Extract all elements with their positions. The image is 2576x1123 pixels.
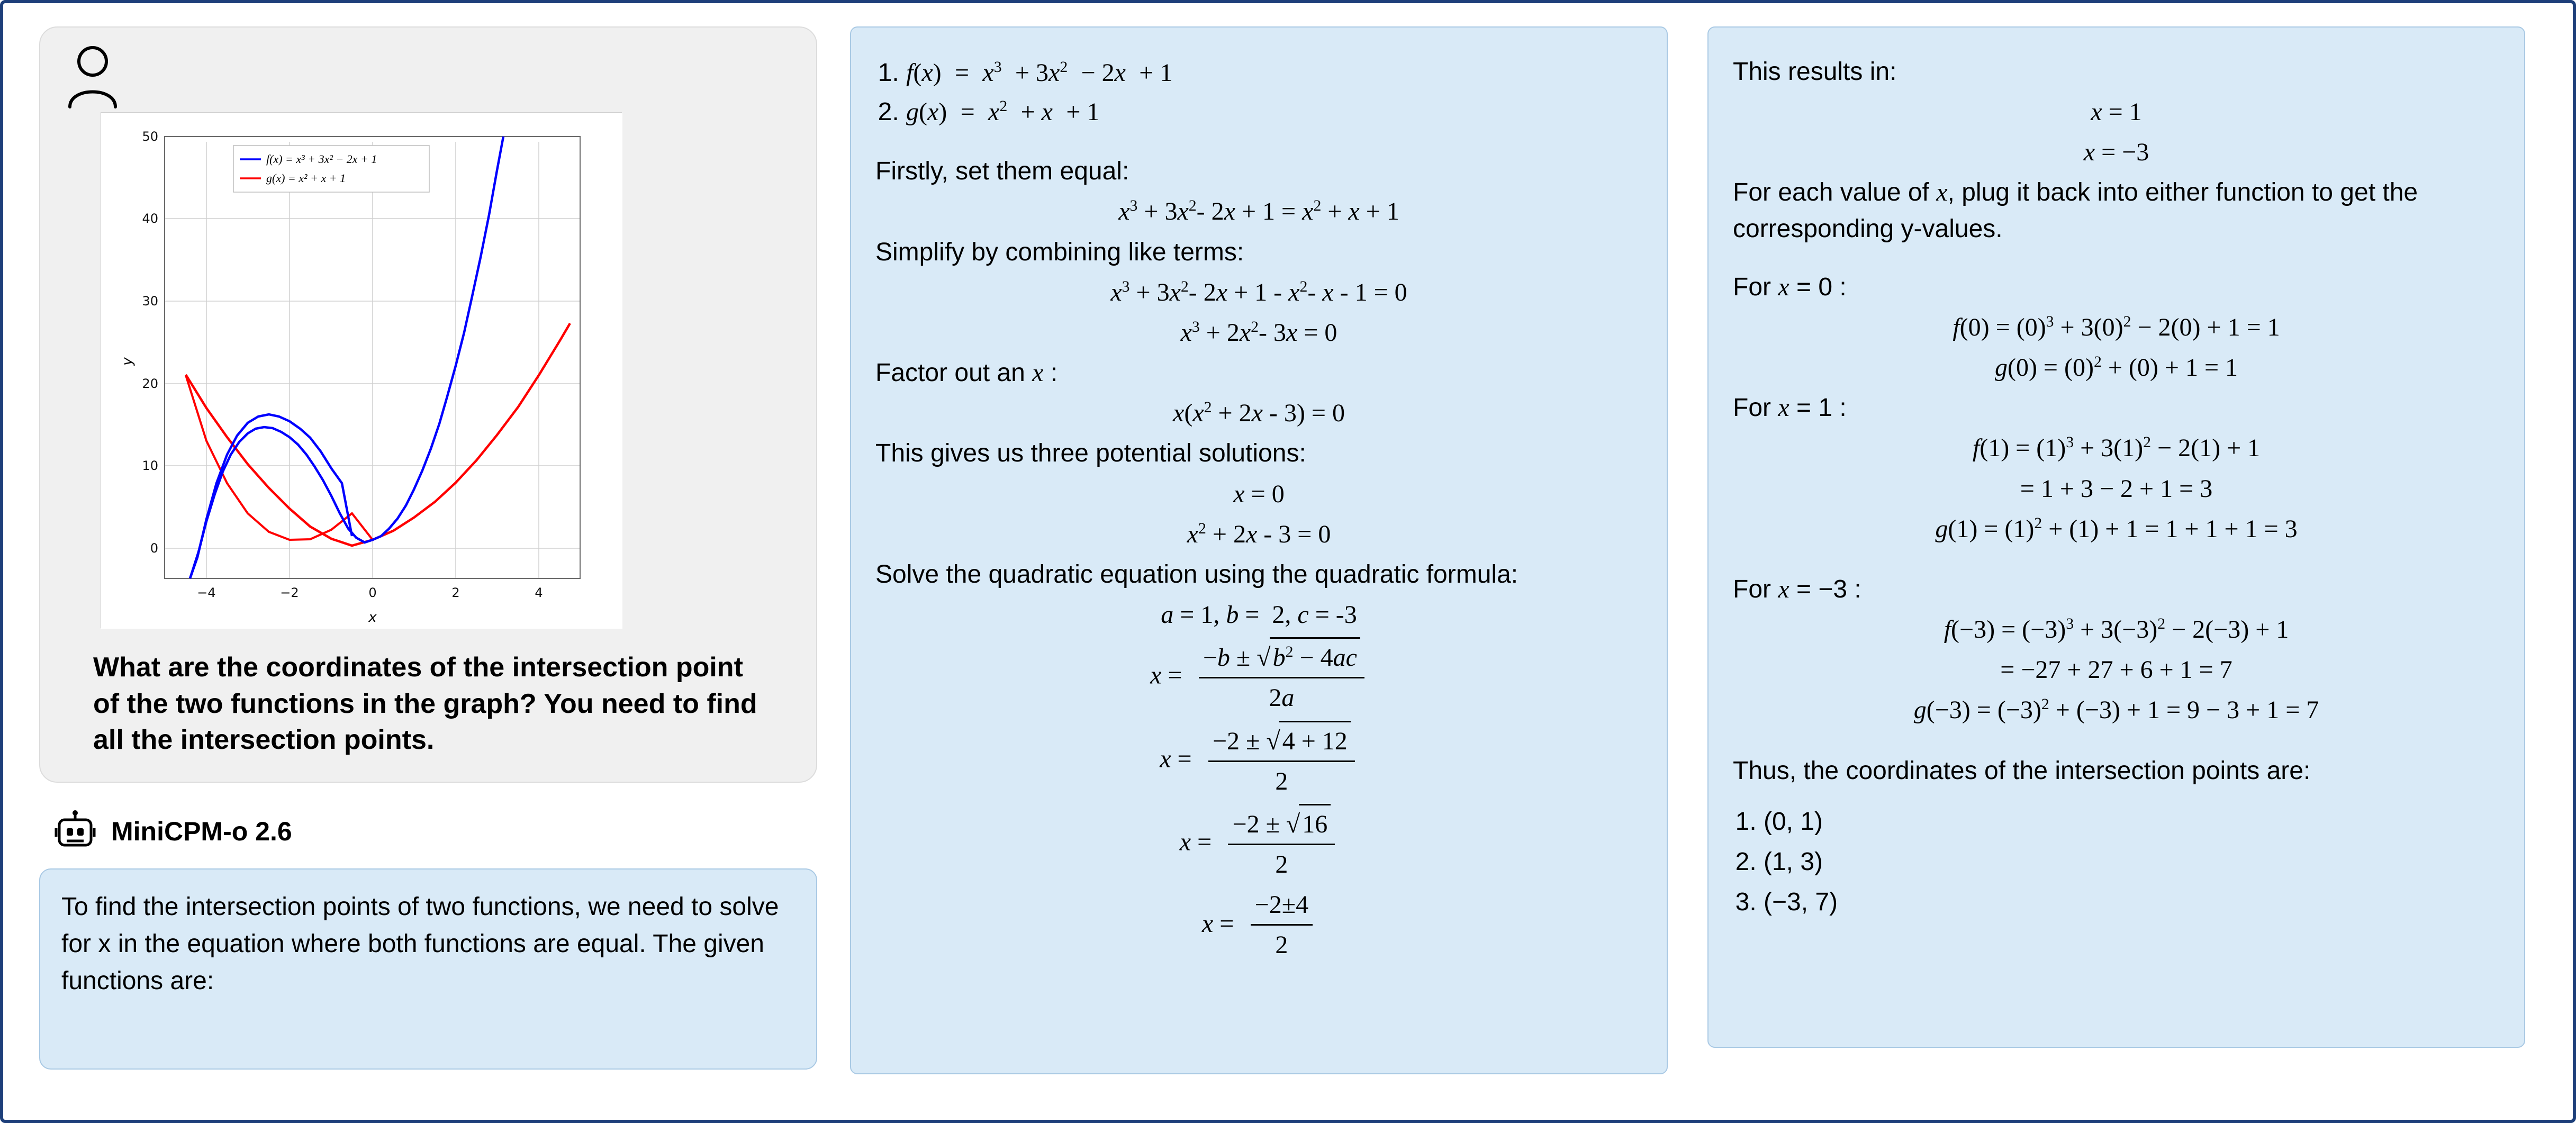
- user-message-card: [39, 26, 817, 783]
- coefficients: a = 1, b = 2, c = -3: [1161, 601, 1357, 629]
- svg-text:0: 0: [368, 585, 377, 600]
- svg-text:20: 20: [142, 376, 158, 391]
- list-item: 1. $f(x) = x^3 + 3x^2 - 2x + 1$: [906, 55, 1642, 91]
- svg-text:50: 50: [142, 129, 158, 144]
- case-1-f-cont: = 1 + 3 − 2 + 1 = 3: [2020, 474, 2213, 503]
- svg-text:g(x) = x² + x + 1: g(x) = x² + x + 1: [266, 171, 346, 185]
- assistant-bubble-derivation: [850, 26, 1668, 1074]
- svg-text:4: 4: [535, 585, 543, 600]
- svg-text:y: y: [120, 357, 135, 366]
- case-m3-f-cont: = −27 + 27 + 6 + 1 = 7: [2000, 656, 2232, 684]
- eq-simplify-1: $x^3 + 3x^2-$ $2x + 1 - x^2-$ x - 1 = 0: [1110, 277, 1407, 306]
- user-question-text: What are the coordinates of the intersection point of the two functions in the graph? You need to find all the intersection points.: [93, 652, 757, 756]
- result-1: x = 1: [2091, 98, 2142, 126]
- solution-1: x = 0: [1233, 479, 1285, 508]
- svg-text:2: 2: [451, 585, 460, 600]
- case-1-g: $g(1) = (1)^2 + (1) + 1 = 1 + 1 + 1 = 3$: [1935, 514, 2298, 543]
- eq-simplify-2: $x^3 + 2x^2-$ 3x = 0: [1180, 318, 1337, 347]
- eq-factor: $x(x^2 + 2x - 3) = 0$: [1173, 399, 1345, 428]
- plugback-text: For each value of x, plug it back into either function to get the corresponding y-values.: [1733, 178, 2418, 243]
- case-0-g: $g(0) = (0)^2 + (0) + 1 = 1$: [1994, 353, 2238, 382]
- quadratic-formula: x = $\frac{-b \pm √b^2 - 4ac}{2a}$: [875, 637, 1642, 716]
- function-graph: [101, 112, 622, 628]
- assistant-name: MiniCPM-o 2.6: [111, 816, 292, 846]
- column-left: [24, 26, 834, 1097]
- list-item: 2. (1, 3): [1764, 844, 2500, 880]
- function-list: [875, 55, 1642, 130]
- step-simplify: Simplify by combining like terms:: [875, 238, 1244, 266]
- columns-container: [3, 3, 2573, 1120]
- list-item: 1. (0, 1): [1764, 804, 2500, 840]
- list-item: 2. $g(x) = x^2 + x + 1$: [906, 94, 1642, 130]
- column-right: [1692, 26, 2549, 1097]
- case-m3-g: $g(-3) = (-3)^2 + (-3) + 1 = 9 - 3 + 1 = 7$: [1913, 695, 2319, 724]
- svg-text:f(x) = x³ + 3x² − 2x + 1: f(x) = x³ + 3x² − 2x + 1: [266, 152, 377, 166]
- quadratic-step-2: x = $\frac{-2 \pm √16}{2}$: [875, 804, 1642, 883]
- intro-text: To find the intersection points of two functions, we need to solve for x in the equation where both functions are equal. The given functions are:: [61, 892, 779, 995]
- svg-text:30: 30: [142, 294, 158, 309]
- case-0-label: For x = 0 :: [1733, 273, 1847, 301]
- solution-2: $x^2 + 2x - 3 = 0$: [1187, 519, 1331, 548]
- svg-text:10: 10: [142, 458, 158, 473]
- svg-text:x: x: [368, 610, 377, 626]
- case-m3-f: $f(-3) = (-3)^3 + 3(-3)^2 - 2(-3) + 1$: [1944, 615, 2289, 644]
- column-middle: [834, 26, 1692, 1097]
- svg-text:−4: −4: [197, 585, 216, 600]
- assistant-bubble-results: [1707, 26, 2525, 1048]
- results-intro: This results in:: [1733, 58, 1897, 86]
- result-2: x = −3: [2083, 138, 2149, 167]
- user-avatar-icon: [64, 46, 122, 109]
- case-1-label: For x = 1 :: [1733, 394, 1847, 422]
- step-factor: Factor out an x :: [875, 359, 1058, 387]
- robot-icon: [54, 810, 96, 853]
- coordinates-list: [1733, 804, 2500, 920]
- eq-set-equal: $x^3 + 3x^2-$ $2x + 1 = x^2 + x + 1$: [1118, 197, 1399, 226]
- quadratic-step-1: x = $\frac{-2 \pm √4 + 12}{2}$: [875, 721, 1642, 800]
- step-quadratic: Solve the quadratic equation using the quadratic formula:: [875, 560, 1519, 588]
- step-three-solutions: This gives us three potential solutions:: [875, 439, 1306, 468]
- quadratic-step-3: x = $\frac{-2\pm 4}{2}$: [875, 887, 1642, 963]
- assistant-bubble-intro: [39, 868, 817, 1070]
- case-m3-label: For x = −3 :: [1733, 575, 1861, 603]
- list-item: 3. (−3, 7): [1764, 884, 2500, 920]
- svg-text:−2: −2: [280, 585, 299, 600]
- case-0-f: $f(0) = (0)^3 + 3(0)^2 - 2(0) + 1 = 1$: [1953, 312, 2280, 341]
- step-firstly: Firstly, set them equal:: [875, 157, 1129, 186]
- svg-text:40: 40: [142, 211, 158, 226]
- assistant-header: [54, 810, 834, 853]
- svg-text:0: 0: [150, 541, 158, 556]
- case-1-f: $f(1) = (1)^3 + 3(1)^2 - 2(1) + 1$: [1972, 433, 2261, 463]
- conclusion-text: Thus, the coordinates of the intersection points are:: [1733, 756, 2311, 785]
